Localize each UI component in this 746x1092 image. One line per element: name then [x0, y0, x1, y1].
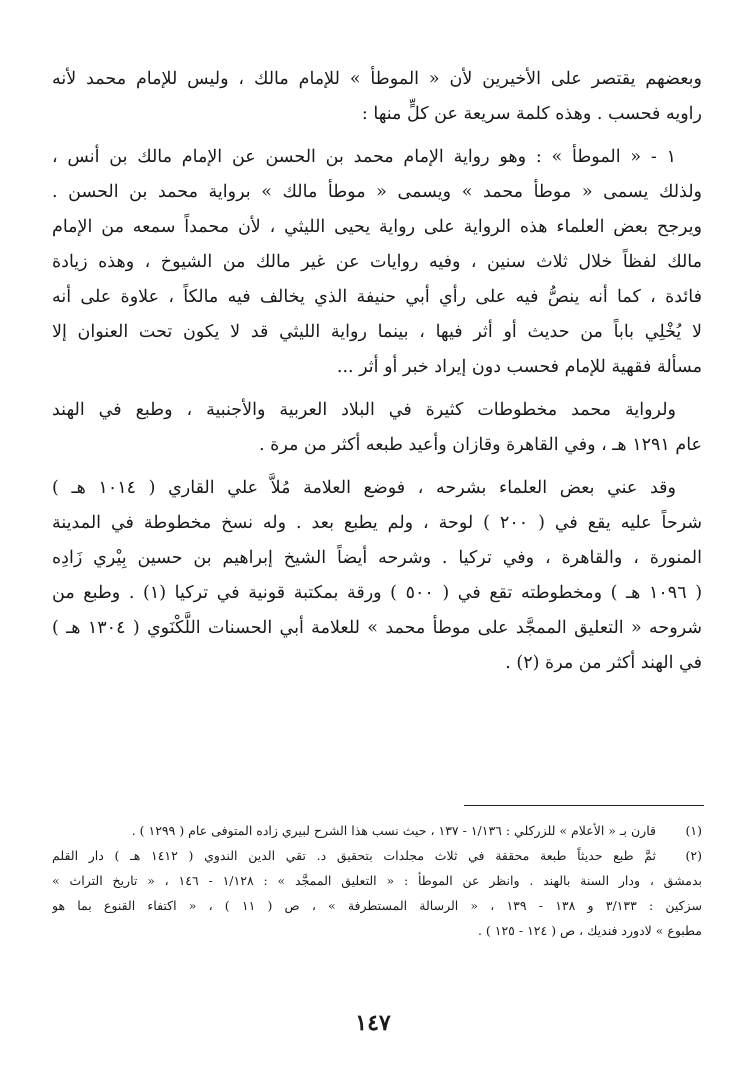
text-line: لا يُخْلِي باباً من حديث أو أثر فيها ، بينما رواية الليثي قد لا يكون تحت العنوان إلا [52, 322, 702, 342]
text-line: ويرجح بعض العلماء هذه الرواية على رواية يحيى الليثي ، لأن محمداً سمعه من الإمام [52, 217, 702, 237]
main-text [52, 62, 702, 689]
paragraph-4 [52, 471, 702, 681]
paragraph-1 [52, 62, 702, 132]
text-line: وبعضهم يقتصر على الأخيرين لأن « الموطأ » للإمام مالك ، وليس للإمام محمد لأنه [52, 69, 702, 89]
paragraph-3 [52, 393, 702, 463]
text-line: شرحاً عليه يقع في ( ٢٠٠ ) لوحة ، ولم يطبع بعد . وله نسخ مخطوطة في المدينة [52, 513, 702, 533]
footnote-line: ثمَّ طبع حديثاً طبعة محققة في ثلاث مجلدات بتحقيق د. تقي الدين الندوي ( ١٤١٢ هـ ) دار القلم [52, 848, 656, 863]
footnote-text [52, 818, 656, 843]
footnote-number: (٢) [685, 848, 702, 863]
footnote-line: بدمشق ، ودار السنة بالهند . وانظر عن الموطأ : « التعليق الممجَّد » : ١/١٢٨ - ١٤٦ ، « تاريخ التراث » [52, 873, 702, 888]
text-line: ١ - « الموطأ » : وهو رواية الإمام محمد بن الحسن عن الإمام مالك بن أنس ، [52, 147, 676, 167]
footnote-line: قارن بـ « الأعلام » للزركلي : ١/١٣٦ - ١٣٧ ، حيث نسب هذا الشرح لبيري زاده المتوفى عام ( ١٢٩٩ ) . [131, 823, 656, 838]
text-line: في الهند أكثر من مرة (٢) . [505, 653, 702, 673]
text-line: عام ١٢٩١ هـ ، وفي القاهرة وقازان وأعيد طبعه أكثر من مرة . [259, 435, 702, 455]
text-line: راويه فحسب . وهذه كلمة سريعة عن كلٍّ منها : [361, 104, 702, 124]
text-line: ( ١٠٩٦ هـ ) ومخطوطته تقع في ( ٥٠٠ ) ورقة بمكتبة قونية في تركيا (١) . وطبع من [52, 583, 702, 603]
paragraph-2 [52, 140, 702, 385]
footnote-line: مطبوع » لادورد فنديك ، ص ( ١٢٤ - ١٢٥ ) . [477, 923, 702, 938]
footnote-1 [52, 818, 702, 843]
page-number: ١٤٧ [355, 1010, 391, 1036]
footnote-text [52, 843, 656, 868]
footnote-number: (١) [685, 823, 702, 838]
text-line: مالك لفظاً خلال ثلاث سنين ، وفيه روايات عن غير مالك من الشيوخ ، وهذه زيادة [52, 252, 702, 272]
footnote-2 [52, 843, 702, 868]
text-line: المنورة ، والقاهرة ، وفي تركيا . وشرحه أيضاً الشيخ إبراهيم بن حسين بِيْري زَادِه [52, 548, 702, 568]
text-line: مسألة فقهية للإمام فحسب دون إيراد خبر أو أثر ... [336, 357, 702, 377]
text-line: ولذلك يسمى « موطأ محمد » ويسمى « موطأ مالك » برواية محمد بن الحسن . [52, 182, 702, 202]
footnotes [52, 818, 702, 943]
text-line: ولرواية محمد مخطوطات كثيرة في البلاد العربية والأجنبية ، وطبع في الهند [52, 400, 676, 420]
text-line: فائدة ، كما أنه ينصُّ فيه على رأي أبي حنيفة الذي يخالف فيه مالكاً ، علاوة على أنه [52, 287, 702, 307]
footnote-separator [464, 805, 704, 806]
footnote-line: سزكين : ٣/١٣٣ و ١٣٨ - ١٣٩ ، « الرسالة المستطرفة » ، ص ( ١١ ) ، « اكتفاء القنوع بما هو [52, 898, 702, 913]
text-line: شروحه « التعليق الممجَّد على موطأ محمد » للعلامة أبي الحسنات اللَّكْنَوي ( ١٣٠٤ هـ ) [52, 618, 702, 638]
text-line: وقد عني بعض العلماء بشرحه ، فوضع العلامة مُلاَّ علي القاري ( ١٠١٤ هـ ) [52, 478, 676, 498]
